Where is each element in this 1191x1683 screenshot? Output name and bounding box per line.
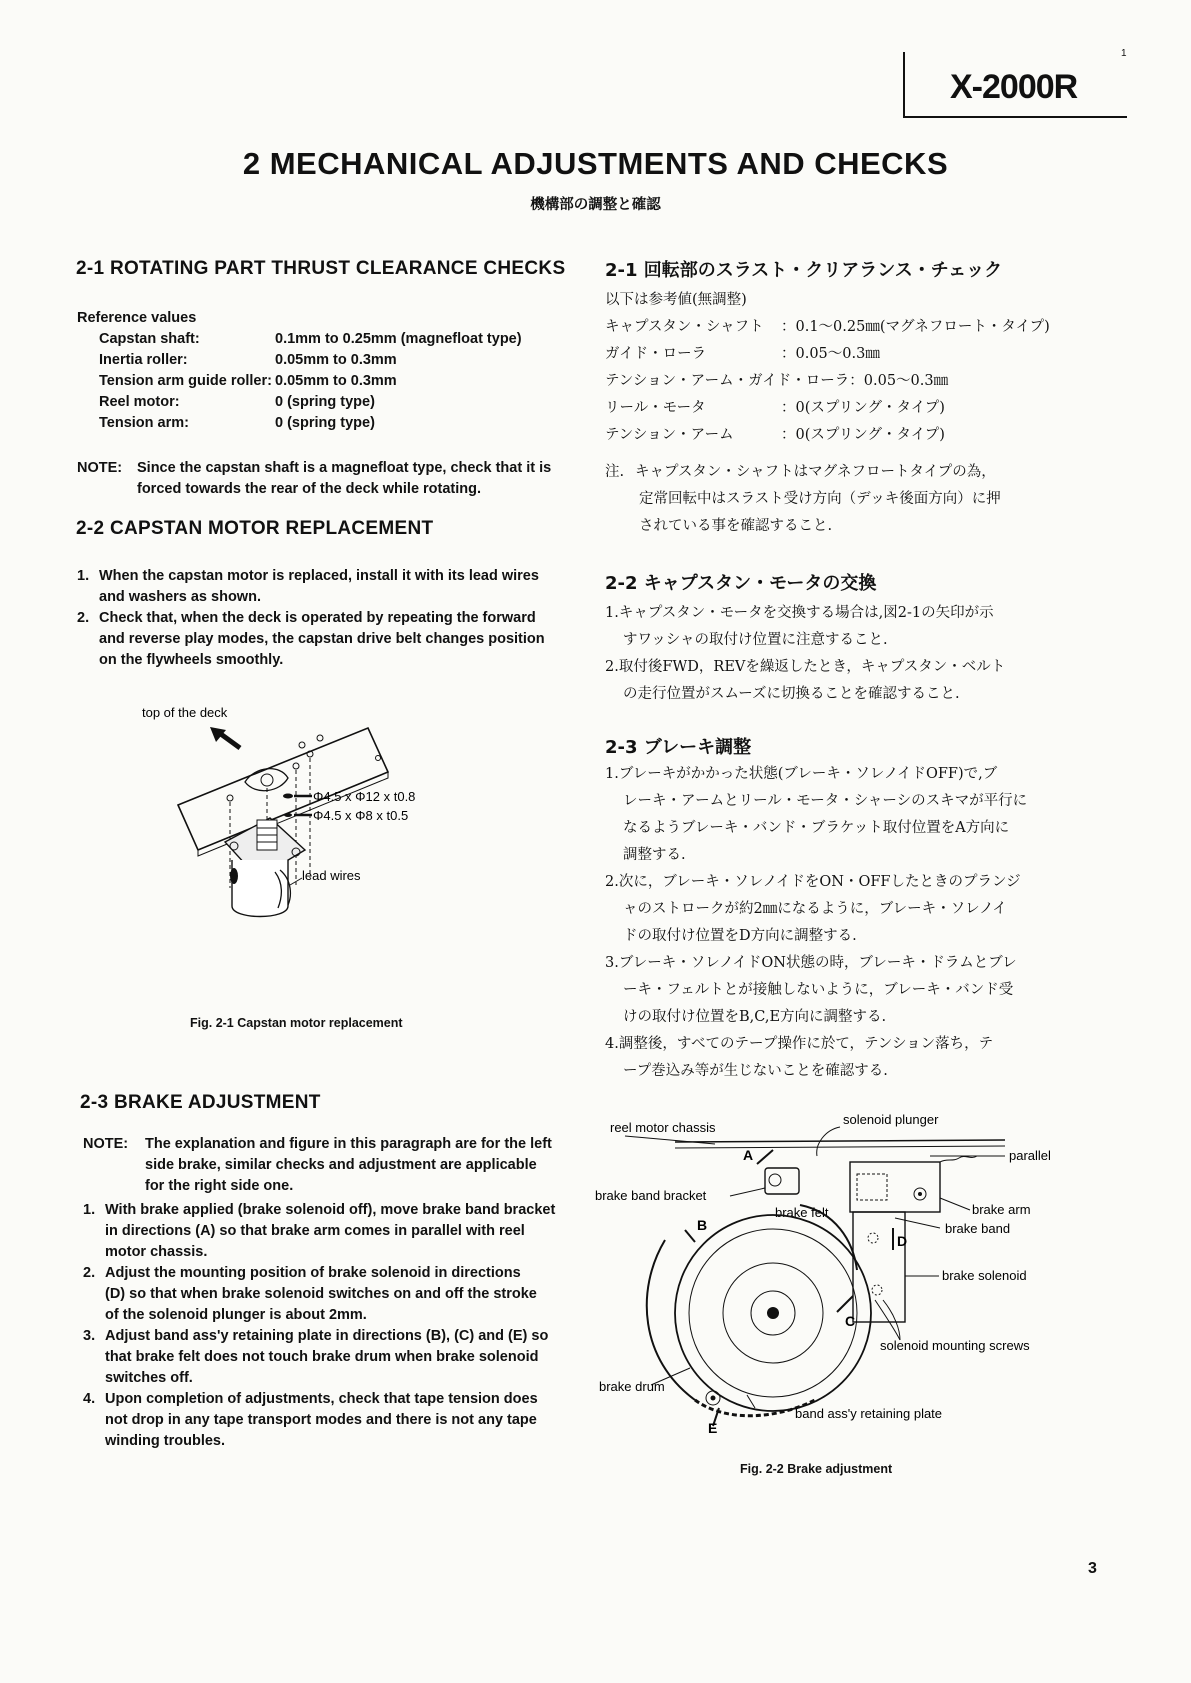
solenoid-mounting-screws-label: solenoid mounting screws [880,1338,1030,1353]
brake-felt-label: brake felt [775,1205,829,1220]
jp-reference-row: テンション・アーム ：0(スプリング・タイプ) [605,427,945,443]
figure-2-2-caption: Fig. 2-2 Brake adjustment [740,1462,893,1476]
plate-hole [376,756,381,761]
corner-mark: 1 [1121,48,1127,59]
jp-section-2-3-heading: 2-3 ブレーキ調整 [605,737,752,758]
direction-b-arrow [685,1230,695,1242]
reference-row: Capstan shaft: 0.1mm to 0.25mm (magnefloat type) [99,331,522,347]
section-2-3-steps [83,1200,573,1452]
plate-hole [227,795,233,801]
reference-title: Reference values [77,310,197,326]
reel-motor-chassis-label: reel motor chassis [610,1120,716,1135]
washer-icon [283,794,293,799]
list-item: 1. When the capstan motor is replaced, install it with its lead wires and washers as shown. [77,568,539,605]
capstan-motor-figure [130,700,490,1000]
jp-note-2-1: 注. キャプスタン・シャフトはマグネフロートタイプの為， 定常回転中はスラスト受け方向（デッキ後面方向）に押 されている事を確認すること. [605,464,1001,534]
jp-section-2-1-heading: 2-1 回転部のスラスト・クリアランス・チェック [605,260,1003,281]
motor-terminal [230,868,238,884]
jp-reference-row: ガイド・ローラ ：0.05～0.3㎜ [605,346,880,362]
jp-section-2-2-steps: 1.キャプスタン・モータを交換する場合は,図2-1の矢印が示 すワッシャの取付け位置に注意すること. 2.取付後FWD，REVを繰返したとき，キャプスタン・ベルト の走行位置がスムーズに切換ることを確認すること. [605,605,1006,702]
page-title: 2 MECHANICAL ADJUSTMENTS AND CHECKS [242,146,949,181]
leader-line [895,1218,940,1228]
page-number: 3 [1088,1560,1097,1577]
section-2-2-steps [77,566,567,671]
list-item: 2. Adjust the mounting position of brake solenoid in directions (D) so that when brake solenoid switches on and off the stroke of the solenoid plunger is about 2mm. [83,1265,537,1323]
brake-band-bracket [765,1168,799,1194]
solenoid-plunger-label: solenoid plunger [843,1112,939,1127]
leader-line [747,1395,755,1408]
brake-adjustment-figure [595,1100,1095,1445]
lead-wires-label: lead wires [302,868,361,883]
plate-hole [299,742,305,748]
direction-c-arrow [837,1296,853,1312]
note-2-1: NOTE: Since the capstan shaft is a magnefloat type, check that it is forced towards the rear of the deck while rotating. [77,460,552,497]
capstan-motor-body [232,860,288,917]
jp-reference-row: テンション・アーム・ガイド・ローラ ：0.05～0.3㎜ [605,373,949,389]
washer-2-label: Φ4.5 x Φ8 x t0.5 [313,808,409,823]
parallel-label: parallel [1009,1148,1051,1163]
list-item: 1. With brake applied (brake solenoid off), move brake band bracket in directions (A) so that brake arm comes in parallel with reel motor chassis. [83,1202,556,1260]
reel-motor-chassis-line [675,1140,1005,1142]
plate-hole [317,735,323,741]
reference-row: Inertia roller: 0.05mm to 0.3mm [99,352,397,368]
reference-values [77,308,557,434]
leader-line [940,1198,970,1210]
jp-reference-row: キャプスタン・シャフト ：0.1～0.25㎜(マグネフロート・タイプ) [605,319,1050,335]
brake-arm-label: brake arm [972,1202,1031,1217]
list-item: 4. Upon completion of adjustments, check that tape tension does not drop in any tape transport modes and there is not any tape winding troubles. [83,1391,538,1449]
screw-icon [872,1285,882,1295]
leader-line [883,1300,900,1340]
section-2-1-heading: 2-1 ROTATING PART THRUST CLEARANCE CHECKS [76,258,566,279]
note-2-3: NOTE: The explanation and figure in this paragraph are for the left side brake, similar checks and adjustment are applicable for the right side one. [83,1136,552,1194]
brake-arm [850,1162,940,1212]
reference-row: Reel motor: 0 (spring type) [99,394,375,410]
figure-2-1-caption: Fig. 2-1 Capstan motor replacement [190,1016,403,1030]
direction-a-label: A [743,1147,754,1163]
brake-solenoid-label: brake solenoid [942,1268,1027,1283]
spring-icon [940,1156,977,1162]
list-item: 3. Adjust band ass'y retaining plate in directions (B), (C) and (E) so that brake felt does not touch brake drum when brake solenoid switches off. [83,1328,549,1386]
leader-line [730,1188,765,1196]
jp-reference-values: 以下は参考値(無調整) キャプスタン・シャフト ：0.1～0.25㎜(マグネフロート・タイプ) ガイド・ローラ ：0.05～0.3㎜ テンション・アーム・ガイド・ローラ ：0.05～0.3㎜ リール・モータ ：0(スプリング・タイプ) テンション・アーム ：0(スプリング・タイプ) [605,287,1075,449]
section-2-2-heading: 2-2 CAPSTAN MOTOR REPLACEMENT [76,518,434,539]
direction-e-label: E [708,1420,718,1436]
jp-section-2-3-steps: 1.ブレーキがかかった状態(ブレーキ・ソレノイドOFF)で,ブ レーキ・アームとリール・モータ・シャーシのスキマが平行に なるようブレーキ・バンド・ブラケット取付位置をA方向に 調整する. 2.次に，ブレーキ・ソレノイドをON・OFFしたときのプランジ ャのストロークが約2㎜になるように，ブレーキ・ソレノイ ドの取付け位置をD方向に調整する. 3.ブレーキ・ソレノイドON状態の時，ブレーキ・ドラムとブレ ーキ・フェルトとが接触しないように，ブレーキ・バンド受 けの取付け位置をB,C,E方向に調整する. 4.調整後，すべてのテープ操作に於て，テンション落ち，テ ープ巻込み等が生じないことを確認する. [605,766,1028,1079]
washer-1-label: Φ4.5 x Φ12 x t0.8 [313,789,416,804]
leader-line [625,1136,715,1144]
direction-a-arrow [757,1150,773,1164]
section-2-3-heading: 2-3 BRAKE ADJUSTMENT [80,1092,321,1113]
model-number: X-2000R [950,68,1078,106]
screw-icon [868,1233,878,1243]
solenoid-plunger [857,1174,887,1200]
fig21-top-label: top of the deck [142,705,228,720]
brake-band-label: brake band [945,1221,1011,1236]
jp-section-2-2-heading: 2-2 キャプスタン・モータの交換 [605,573,877,594]
washer-icon [284,813,292,817]
screw-icon [769,1174,781,1186]
direction-d-label: D [897,1233,908,1249]
reference-row: Tension arm guide roller: 0.05mm to 0.3mm [99,373,397,389]
direction-b-label: B [697,1217,708,1233]
plate-hole [293,763,299,769]
band-retaining-plate-label: band ass'y retaining plate [795,1406,943,1421]
brake-drum-label: brake drum [599,1379,665,1394]
list-item: 2. Check that, when the deck is operated by repeating the forward and reverse play modes, the capstan drive belt changes position on the flywheels smoothly. [77,610,545,668]
jp-reference-row: リール・モータ ：0(スプリング・タイプ) [605,400,945,416]
direction-c-label: C [845,1313,856,1329]
page-title-jp: 機構部の調整と確認 [530,196,661,213]
shaft-hole [261,774,273,786]
motor-mount-cutout [245,769,288,791]
brake-band-bracket-label: brake band bracket [595,1188,707,1203]
reference-row: Tension arm: 0 (spring type) [99,415,375,431]
